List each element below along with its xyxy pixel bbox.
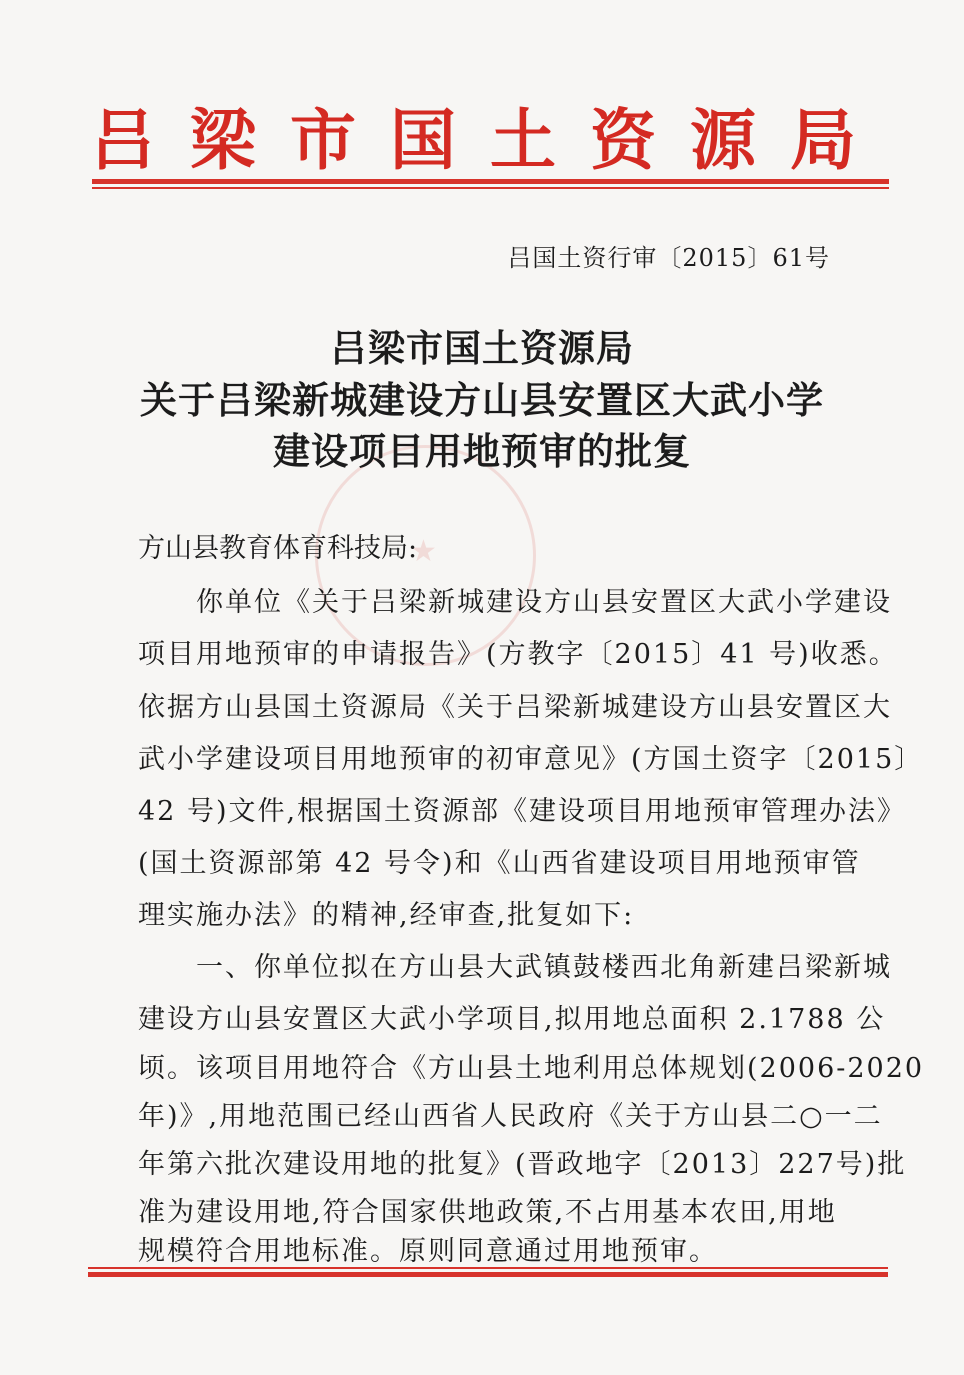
body-line: 42 号)文件,根据国土资源部《建设项目用地预审管理办法》 <box>138 796 907 827</box>
footer-rule-thin <box>88 1267 888 1269</box>
letterhead-rule-thick <box>92 179 889 184</box>
body-line: 建设方山县安置区大武小学项目,拟用地总面积 2.1788 公 <box>138 1004 886 1035</box>
body-line: (国土资源部第 42 号令)和《山西省建设项目用地预审管 <box>138 848 861 879</box>
body-line: 武小学建设项目用地预审的初审意见》(方国土资字〔2015〕 <box>138 744 924 775</box>
body-line: 顷。该项目用地符合《方山县土地利用总体规划(2006-2020 <box>138 1053 925 1084</box>
body-line: 一、你单位拟在方山县大武镇鼓楼西北角新建吕梁新城 <box>138 952 892 983</box>
body-line: 依据方山县国土资源局《关于吕梁新城建设方山县安置区大 <box>138 692 892 723</box>
document-number: 吕国土资行审〔2015〕61号 <box>507 244 830 272</box>
body-line: 项目用地预审的申请报告》(方教字〔2015〕41 号)收悉。 <box>138 639 898 670</box>
body-line: 规模符合用地标准。原则同意通过用地预审。 <box>138 1236 718 1267</box>
document-title-line-3: 建设项目用地预审的批复 <box>273 430 691 473</box>
addressee: 方山县教育体育科技局: <box>138 533 418 564</box>
letterhead-title: 吕梁市国土资源局 <box>90 101 890 179</box>
body-line: 你单位《关于吕梁新城建设方山县安置区大武小学建设 <box>138 587 892 618</box>
footer-rule-thick <box>88 1272 888 1277</box>
document-title-line-1: 吕梁市国土资源局 <box>330 327 634 370</box>
body-line: 理实施办法》的精神,经审查,批复如下: <box>138 900 635 931</box>
body-line: 年第六批次建设用地的批复》(晋政地字〔2013〕227号)批 <box>138 1149 907 1180</box>
body-line: 准为建设用地,符合国家供地政策,不占用基本农田,用地 <box>138 1197 837 1228</box>
seal-star-icon: ★ <box>410 534 437 569</box>
body-line: 年)》,用地范围已经山西省人民政府《关于方山县二○一二 <box>138 1101 883 1132</box>
letterhead-rule-thin <box>92 187 889 189</box>
document-title-line-2: 关于吕梁新城建设方山县安置区大武小学 <box>140 379 824 422</box>
